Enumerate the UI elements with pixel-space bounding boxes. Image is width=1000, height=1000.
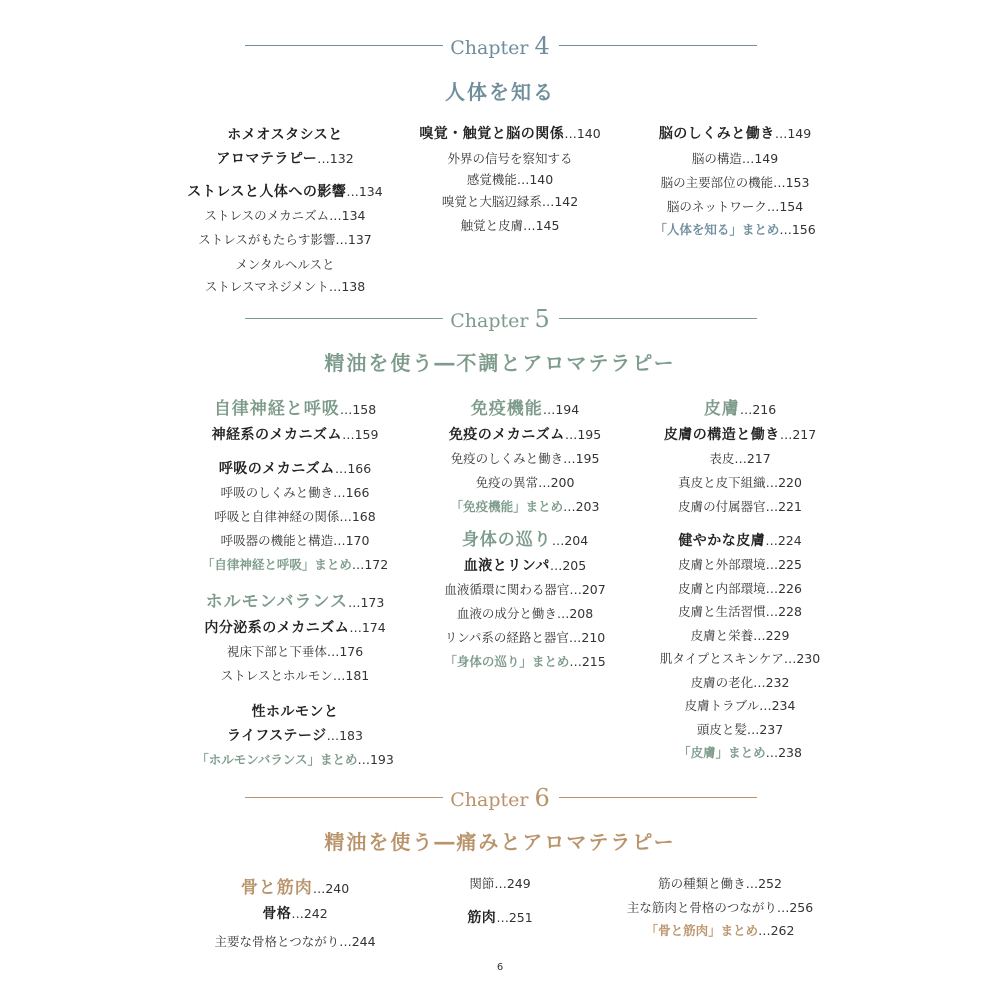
- toc-item[interactable]: 主な筋肉と骨格のつながり…256: [626, 899, 814, 915]
- chapter6-col3: [600, 872, 840, 943]
- toc-item[interactable]: 筋の種類と働き…252: [658, 876, 782, 891]
- toc-item[interactable]: ストレスがもたらす影響…137: [198, 232, 372, 247]
- chapter5-heading: [0, 305, 1000, 333]
- toc-page: …194: [542, 402, 580, 417]
- toc-item[interactable]: 脳の主要部位の機能…153: [660, 175, 810, 190]
- toc-item[interactable]: 皮膚と外部環境…225: [678, 557, 802, 572]
- toc-page: …166: [334, 461, 372, 476]
- chapter4-title: 人体を知る: [445, 80, 555, 104]
- toc-item[interactable]: ストレスのメカニズム…134: [204, 208, 366, 223]
- toc-summary[interactable]: [410, 650, 640, 674]
- toc-summary[interactable]: [620, 218, 850, 241]
- toc-heading[interactable]: [625, 529, 855, 553]
- page-number: 6: [496, 962, 504, 973]
- chapter4-label: Chapter: [450, 37, 529, 59]
- toc-summary-text: 「骨と筋肉」まとめ: [645, 923, 759, 938]
- toc-heading-text: 健やかな皮膚: [678, 533, 766, 549]
- toc-item[interactable]: 触覚と皮膚…145: [460, 218, 560, 233]
- toc-page: …204: [551, 533, 589, 548]
- toc-item[interactable]: 皮膚の老化…232: [690, 674, 790, 690]
- toc-section[interactable]: [165, 396, 425, 423]
- toc-item[interactable]: 呼吸器の機能と構造…170: [220, 533, 370, 548]
- toc-heading-text: 脳のしくみと働き: [658, 126, 775, 142]
- toc-page: …172: [351, 557, 389, 572]
- toc-heading-text: ライフステージ: [227, 728, 327, 744]
- toc-heading[interactable]: [165, 423, 425, 447]
- toc-item[interactable]: ストレスマネジメント…138: [204, 279, 366, 294]
- toc-page: …215: [569, 654, 606, 669]
- toc-heading-text: 神経系のメカニズム: [211, 427, 343, 443]
- toc-heading[interactable]: [165, 724, 425, 748]
- toc-section-text: 自律神経と呼吸: [213, 399, 340, 419]
- toc-heading-text: アロマテラピー: [216, 151, 318, 167]
- toc-heading[interactable]: [410, 554, 640, 578]
- toc-item[interactable]: 表皮…217: [709, 451, 771, 466]
- toc-section-text: 免疫機能: [470, 399, 543, 419]
- toc-heading-text: 筋肉: [467, 910, 497, 926]
- toc-section-text: 身体の巡り: [461, 530, 552, 550]
- toc-item[interactable]: ストレスとホルモン…181: [220, 668, 370, 683]
- toc-item[interactable]: 関節…249: [469, 876, 531, 891]
- toc-summary[interactable]: [625, 741, 855, 765]
- toc-page: …224: [765, 533, 802, 548]
- chapter4-heading: [0, 32, 1000, 60]
- toc-item[interactable]: 脳の構造…149: [691, 151, 779, 166]
- toc-item[interactable]: 視床下部と下垂体…176: [226, 644, 364, 659]
- chapter5-label: Chapter: [450, 310, 529, 332]
- toc-page: …149: [774, 126, 812, 141]
- toc-section[interactable]: [165, 875, 425, 902]
- toc-page: …216: [739, 402, 777, 417]
- chapter6-heading: [0, 784, 1000, 812]
- toc-section[interactable]: [165, 589, 425, 616]
- toc-item[interactable]: 皮膚トラブル…234: [684, 698, 796, 713]
- toc-summary-text: 「身体の巡り」まとめ: [444, 654, 570, 669]
- toc-page: …238: [765, 745, 802, 760]
- toc-section[interactable]: [410, 527, 640, 554]
- chapter6-label: Chapter: [450, 789, 529, 811]
- toc-heading[interactable]: [155, 147, 415, 171]
- toc-item[interactable]: 皮膚の付属器官…221: [678, 499, 802, 514]
- toc-summary-text: 「ホルモンバランス」まとめ: [196, 752, 358, 767]
- chapter6-col1: [165, 875, 425, 954]
- toc-item[interactable]: 血液の成分と働き…208: [456, 606, 594, 621]
- toc-page: …159: [342, 427, 379, 442]
- toc-heading[interactable]: [620, 122, 850, 146]
- toc-heading[interactable]: [625, 423, 855, 447]
- toc-page: …251: [496, 910, 533, 925]
- toc-item[interactable]: 頭皮と髪…237: [696, 721, 784, 737]
- toc-heading[interactable]: [165, 616, 425, 640]
- chapter5-col1: [165, 396, 425, 772]
- toc-summary-text: 「免疫機能」まとめ: [450, 499, 564, 514]
- toc-item[interactable]: 肌タイプとスキンケア…230: [659, 651, 821, 666]
- toc-item[interactable]: 呼吸と自律神経の関係…168: [214, 509, 376, 524]
- toc-page: …174: [349, 620, 386, 635]
- chapter4-col1: [155, 124, 415, 298]
- toc-heading-text: 骨格: [262, 906, 292, 922]
- toc-item[interactable]: 真皮と皮下組織…220: [678, 475, 802, 490]
- toc-item[interactable]: リンパ系の経路と器官…210: [444, 630, 606, 645]
- toc-page: …183: [326, 728, 363, 743]
- toc-page: …134: [346, 184, 383, 199]
- toc-item[interactable]: 脳のネットワーク…154: [666, 199, 804, 214]
- toc-item[interactable]: 免疫のしくみと働き…195: [450, 451, 600, 466]
- toc-section-text: 皮膚: [703, 399, 740, 419]
- toc-heading[interactable]: [165, 457, 425, 481]
- chapter6-col2: [400, 872, 600, 930]
- toc-page: …242: [291, 906, 328, 921]
- toc-item[interactable]: 外界の信号を察知する: [447, 151, 573, 166]
- chapter5-col2: [410, 396, 640, 674]
- chapter5-number: 5: [534, 305, 550, 333]
- toc-heading-text: 免疫のメカニズム: [448, 427, 565, 443]
- toc-summary-text: 「人体を知る」まとめ: [654, 222, 780, 237]
- toc-page: …193: [357, 752, 394, 767]
- toc-heading-text: 内分泌系のメカニズム: [204, 620, 350, 636]
- toc-heading[interactable]: ホメオスタシスと: [227, 127, 343, 143]
- toc-page: …217: [779, 427, 817, 442]
- toc-heading-text: 血液とリンパ: [463, 558, 550, 574]
- toc-heading[interactable]: [155, 180, 415, 204]
- toc-page: …240: [312, 881, 350, 896]
- toc-item[interactable]: 皮膚と栄養…229: [690, 627, 790, 643]
- toc-section-text: ホルモンバランス: [205, 592, 348, 612]
- toc-heading[interactable]: 性ホルモンと: [251, 704, 339, 720]
- toc-item[interactable]: メンタルヘルスと: [235, 257, 335, 272]
- toc-page: …173: [347, 595, 385, 610]
- toc-summary-text: 「自律神経と呼吸」まとめ: [201, 557, 352, 572]
- toc-item[interactable]: 皮膚と生活習慣…228: [678, 604, 802, 619]
- toc-heading-text: 呼吸のメカニズム: [218, 461, 335, 477]
- toc-item[interactable]: 呼吸のしくみと働き…166: [220, 485, 370, 500]
- toc-item[interactable]: 嗅覚と大脳辺縁系…142: [441, 194, 579, 209]
- chapter5-col3: [625, 396, 855, 765]
- toc-section[interactable]: [410, 396, 640, 423]
- toc-summary-text: 「皮膚」まとめ: [678, 745, 766, 760]
- toc-page: …262: [758, 923, 795, 938]
- toc-page: …195: [564, 427, 602, 442]
- toc-page: …156: [779, 222, 816, 237]
- toc-page: …132: [317, 151, 354, 166]
- toc-item[interactable]: 免疫の異常…200: [475, 475, 575, 490]
- toc-heading[interactable]: [395, 122, 625, 146]
- chapter5-title: 精油を使う―不調とアロマテラピー: [324, 351, 676, 375]
- toc-item[interactable]: 主要な骨格とつながり…244: [214, 934, 376, 949]
- toc-heading[interactable]: [400, 906, 600, 930]
- toc-page: …203: [563, 499, 600, 514]
- toc-item[interactable]: 血液循環に関わる器官…207: [444, 582, 606, 597]
- toc-page: …158: [339, 402, 377, 417]
- toc-item[interactable]: 皮膚と内部環境…226: [678, 580, 802, 596]
- toc-heading[interactable]: [410, 423, 640, 447]
- toc-summary[interactable]: [600, 919, 840, 943]
- toc-section[interactable]: [625, 396, 855, 423]
- toc-heading-text: 嗅覚・触覚と脳の関係: [419, 126, 565, 142]
- chapter4-number: 4: [534, 32, 550, 60]
- toc-heading-text: 皮膚の構造と働き: [663, 427, 780, 443]
- toc-heading[interactable]: [165, 902, 425, 926]
- toc-section-text: 骨と筋肉: [240, 878, 313, 898]
- toc-item[interactable]: 感覚機能…140: [466, 172, 554, 187]
- toc-page: …140: [564, 126, 601, 141]
- toc-page: …205: [549, 558, 587, 573]
- chapter6-title: 精油を使う―痛みとアロマテラピー: [324, 830, 676, 854]
- toc-summary[interactable]: [165, 553, 425, 577]
- chapter4-col2: [395, 122, 625, 238]
- chapter4-col3: [620, 122, 850, 241]
- toc-summary[interactable]: [165, 748, 425, 772]
- chapter6-number: 6: [534, 784, 550, 812]
- toc-summary[interactable]: [410, 495, 640, 519]
- toc-heading-text: ストレスと人体への影響: [187, 184, 347, 200]
